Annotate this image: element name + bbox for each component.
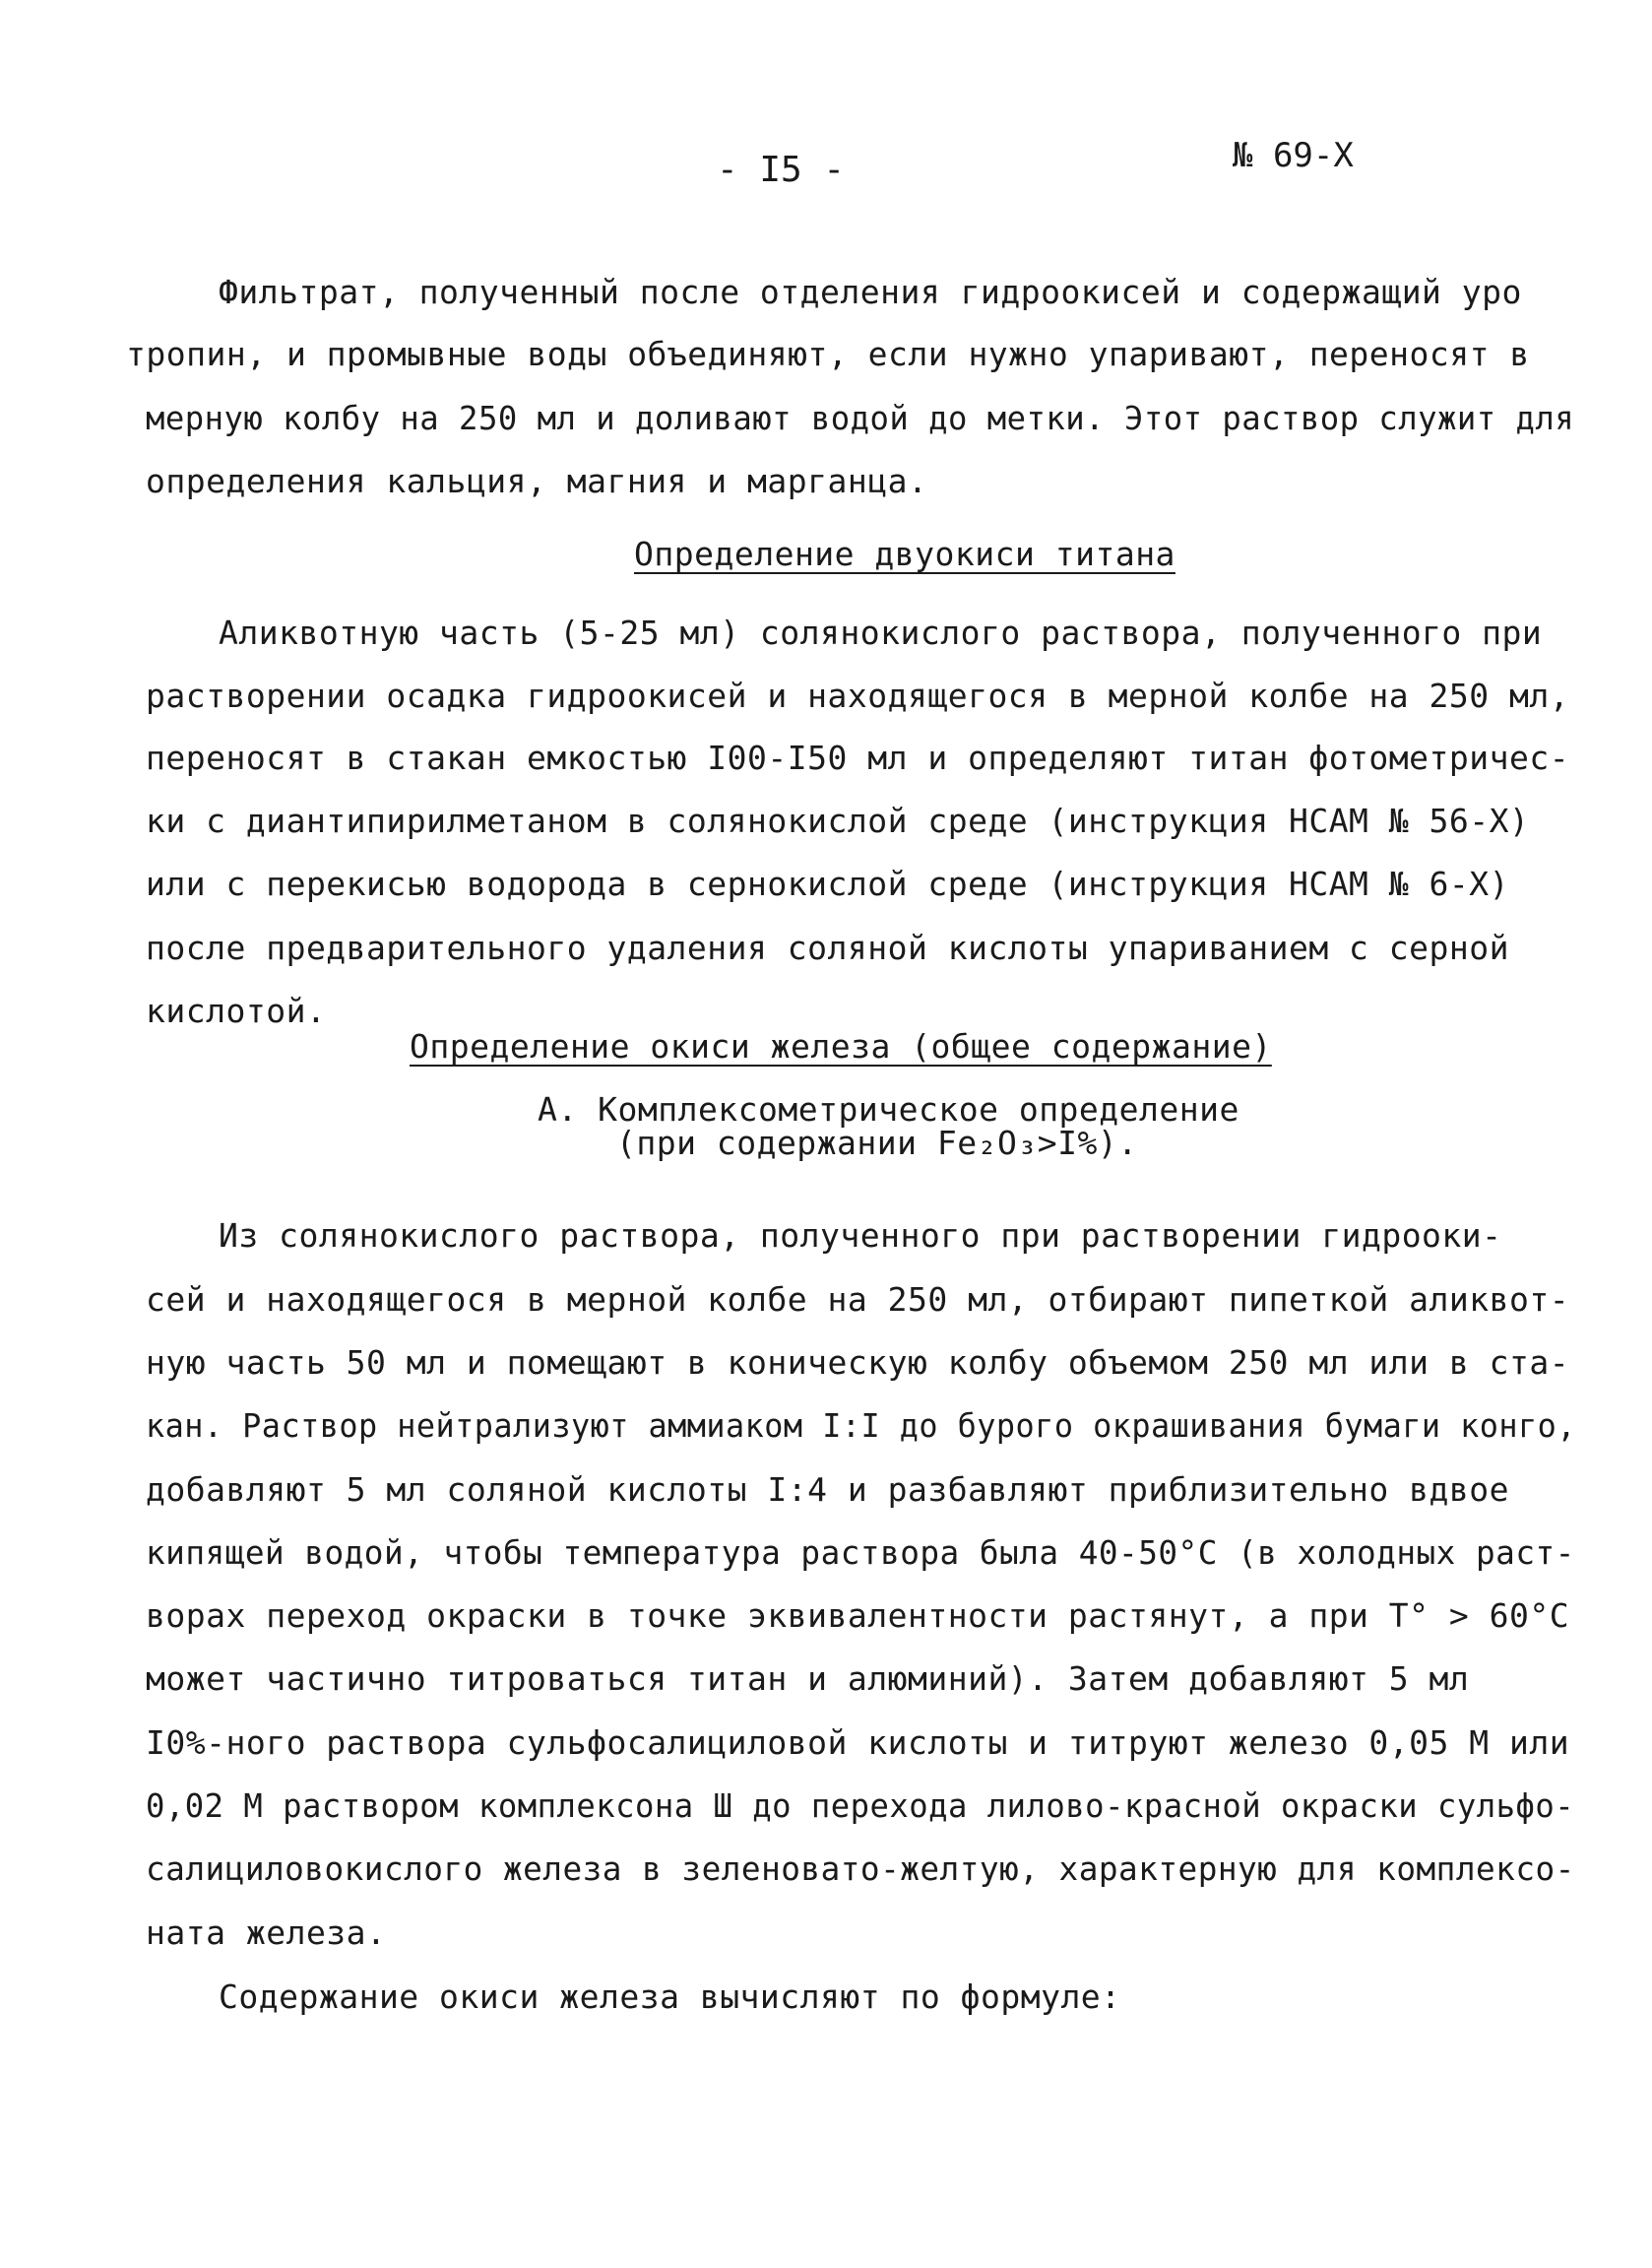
text-line: ворах переход окраски в точке эквивалентности растянут, а при Т° > 60°С — [146, 1596, 1570, 1635]
text-line: 0,02 М раствором комплексона Ш до перехода лилово-красной окраски сульфо- — [146, 1786, 1575, 1825]
subheading-condition: (при содержании Fe₂O₃>I%). — [616, 1124, 1138, 1162]
text-line: I0%-ного раствора сульфосалициловой кислоты и титруют железо 0,05 М или — [146, 1723, 1570, 1762]
paragraph-formula-intro: Содержание окиси железа вычисляют по формуле: — [219, 1977, 1121, 2016]
text-line: ната железа. — [146, 1913, 387, 1952]
text-line: мерную колбу на 250 мл и доливают водой до метки. Этот раствор служит для — [146, 399, 1575, 437]
subheading-complexometric: А. Комплексометрическое определение — [538, 1090, 1239, 1129]
document-number: № 69-Х — [1233, 136, 1354, 175]
text-line: кислотой. — [146, 992, 327, 1030]
text-line: или с перекисью водорода в сернокислой среде (инструкция НСАМ № 6-Х) — [146, 865, 1510, 903]
text-line: Аликвотную часть (5-25 мл) солянокислого раствора, полученного при — [219, 614, 1543, 652]
text-line: кипящей водой, чтобы температура раствора была 40-50°С (в холодных раст- — [146, 1533, 1575, 1572]
text-line: может частично титроваться титан и алюминий). Затем добавляют 5 мл — [146, 1659, 1470, 1698]
text-line: Из солянокислого раствора, полученного при растворении гидрооки- — [219, 1216, 1502, 1255]
heading-iron-oxide: Определение окиси железа (общее содержание) — [410, 1027, 1272, 1066]
text-line: кан. Раствор нейтрализуют аммиаком I:I до бурого окрашивания бумаги конго, — [146, 1406, 1576, 1445]
text-line: переносят в стакан емкостью I00-I50 мл и определяют титан фотометричес- — [146, 739, 1570, 777]
text-line: сей и находящегося в мерной колбе на 250 мл, отбирают пипеткой аликвот- — [146, 1280, 1570, 1319]
text-line: после предварительного удаления соляной кислоты упариванием с серной — [146, 929, 1510, 967]
text-line: определения кальция, магния и марганца. — [146, 462, 928, 500]
text-line: салициловокислого железа в зеленовато-желтую, характерную для комплексо- — [146, 1849, 1575, 1888]
page-number: - I5 - — [717, 150, 846, 190]
text-line: ную часть 50 мл и помещают в коническую колбу объемом 250 мл или в ста- — [146, 1343, 1570, 1382]
text-line: Фильтрат, полученный после отделения гидроокисей и содержащий уро — [219, 273, 1522, 311]
text-line: ки с диантипирилметаном в солянокислой среде (инструкция НСАМ № 56-Х) — [146, 802, 1530, 840]
text-line: растворении осадка гидроокисей и находящегося в мерной колбе на 250 мл, — [146, 677, 1570, 715]
heading-titanium-dioxide: Определение двуокиси титана — [634, 535, 1175, 573]
text-line: тропин, и промывные воды объединяют, если нужно упаривают, переносят в — [126, 335, 1530, 373]
text-line: добавляют 5 мл соляной кислоты I:4 и разбавляют приблизительно вдвое — [146, 1470, 1510, 1509]
